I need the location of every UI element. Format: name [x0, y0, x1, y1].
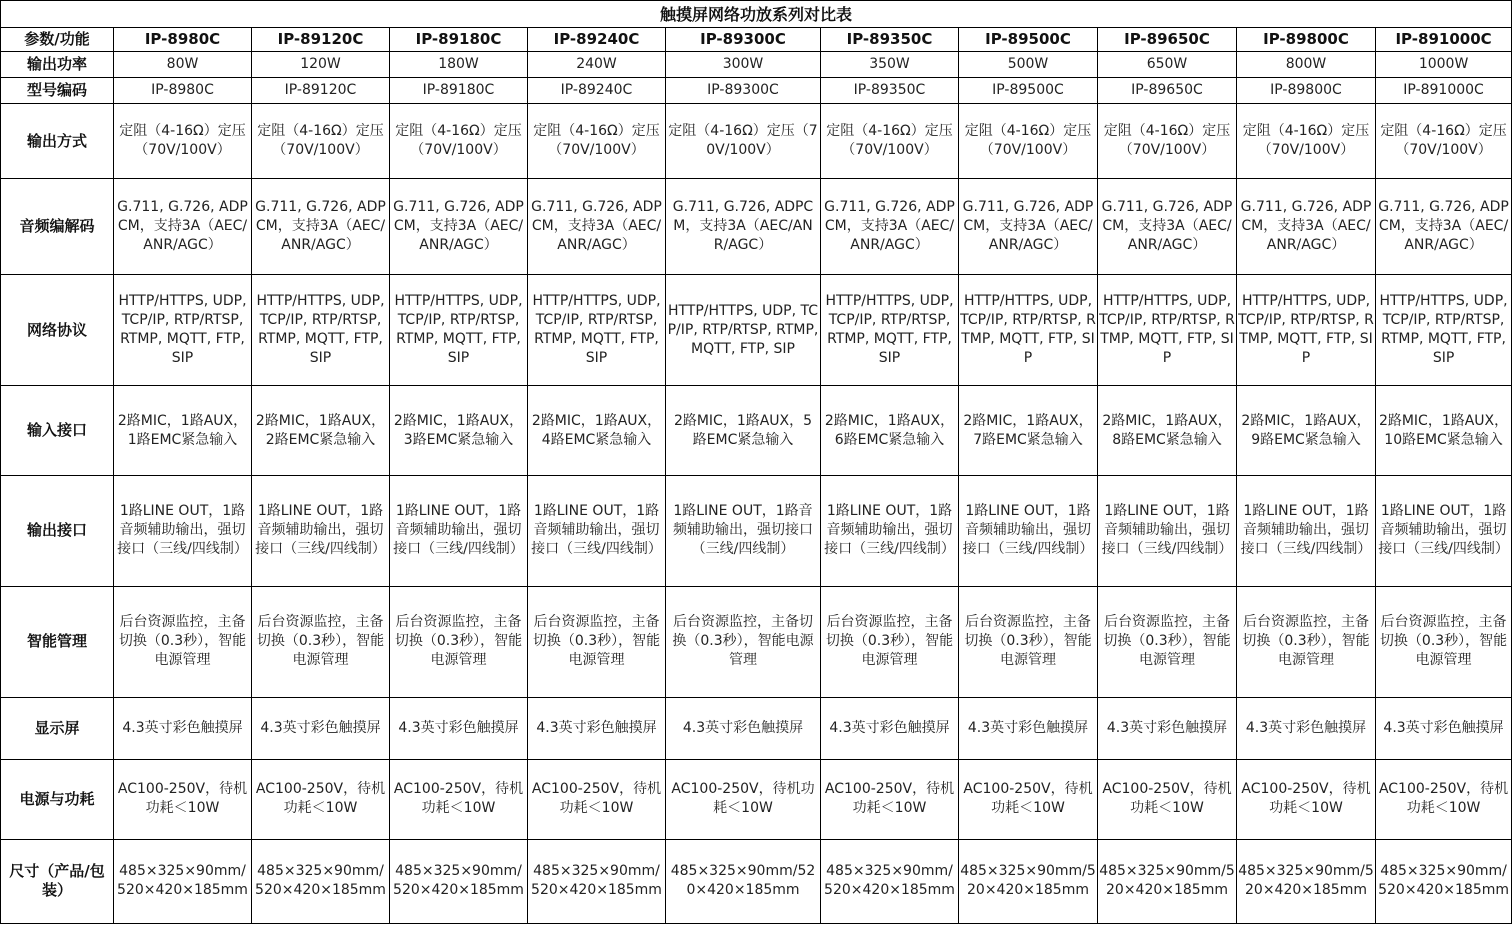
table-cell: 1000W	[1376, 52, 1512, 78]
table-row	[1, 386, 1512, 476]
table-cell: 485×325×90mm/520×420×185mm	[252, 839, 390, 923]
table-cell: 350W	[821, 52, 959, 78]
table-cell: 180W	[390, 52, 528, 78]
table-cell: 定阻（4-16Ω）定压（70V/100V）	[1237, 104, 1376, 179]
table-cell: 2路MIC，1路AUX，2路EMC紧急输入	[252, 386, 390, 476]
table-cell: G.711, G.726, ADPCM，支持3A（AEC/ANR/AGC）	[390, 179, 528, 275]
table-cell: 485×325×90mm/520×420×185mm	[114, 839, 252, 923]
table-cell: IP-89300C	[666, 78, 821, 104]
table-cell: 4.3英寸彩色触摸屏	[390, 697, 528, 759]
table-row	[1, 697, 1512, 759]
table-cell: 2路MIC，1路AUX，10路EMC紧急输入	[1376, 386, 1512, 476]
table-cell: AC100-250V，待机功耗＜10W	[252, 759, 390, 839]
model-header: IP-89500C	[959, 28, 1098, 52]
table-row	[1, 275, 1512, 386]
row-label: 输出方式	[1, 104, 114, 179]
table-cell: 定阻（4-16Ω）定压（70V/100V）	[390, 104, 528, 179]
table-cell: 1路LINE OUT，1路音频辅助输出，强切接口（三线/四线制）	[528, 476, 666, 586]
table-row	[1, 104, 1512, 179]
table-row	[1, 839, 1512, 923]
table-row	[1, 586, 1512, 697]
table-cell: HTTP/HTTPS, UDP, TCP/IP, RTP/RTSP, RTMP, MQTT, FTP, SIP	[528, 275, 666, 386]
table-cell: 4.3英寸彩色触摸屏	[1098, 697, 1237, 759]
table-cell: G.711, G.726, ADPCM，支持3A（AEC/ANR/AGC）	[1098, 179, 1237, 275]
table-cell: HTTP/HTTPS, UDP, TCP/IP, RTP/RTSP, RTMP, MQTT, FTP, SIP	[1237, 275, 1376, 386]
table-cell: 后台资源监控，主备切换（0.3秒），智能电源管理	[1376, 586, 1512, 697]
row-label: 尺寸（产品/包装）	[1, 839, 114, 923]
table-cell: 4.3英寸彩色触摸屏	[959, 697, 1098, 759]
table-cell: 485×325×90mm/520×420×185mm	[666, 839, 821, 923]
table-cell: 2路MIC，1路AUX，4路EMC紧急输入	[528, 386, 666, 476]
table-cell: AC100-250V，待机功耗＜10W	[390, 759, 528, 839]
table-cell: 1路LINE OUT，1路音频辅助输出，强切接口（三线/四线制）	[821, 476, 959, 586]
model-header: IP-89240C	[528, 28, 666, 52]
table-cell: 后台资源监控，主备切换（0.3秒），智能电源管理	[390, 586, 528, 697]
model-header: IP-891000C	[1376, 28, 1512, 52]
table-cell: 485×325×90mm/520×420×185mm	[959, 839, 1098, 923]
table-cell: 1路LINE OUT，1路音频辅助输出，强切接口（三线/四线制）	[1098, 476, 1237, 586]
model-header: IP-89120C	[252, 28, 390, 52]
table-cell: 485×325×90mm/520×420×185mm	[821, 839, 959, 923]
table-cell: IP-8980C	[114, 78, 252, 104]
table-cell: 后台资源监控，主备切换（0.3秒），智能电源管理	[821, 586, 959, 697]
table-cell: 2路MIC，1路AUX，5路EMC紧急输入	[666, 386, 821, 476]
table-cell: 后台资源监控，主备切换（0.3秒），智能电源管理	[114, 586, 252, 697]
table-cell: 定阻（4-16Ω）定压（70V/100V）	[959, 104, 1098, 179]
table-row	[1, 52, 1512, 78]
table-cell: 定阻（4-16Ω）定压（70V/100V）	[1098, 104, 1237, 179]
model-header: IP-8980C	[114, 28, 252, 52]
table-cell: G.711, G.726, ADPCM，支持3A（AEC/ANR/AGC）	[821, 179, 959, 275]
table-cell: G.711, G.726, ADPCM，支持3A（AEC/ANR/AGC）	[528, 179, 666, 275]
table-cell: IP-891000C	[1376, 78, 1512, 104]
table-cell: 500W	[959, 52, 1098, 78]
table-cell: 定阻（4-16Ω）定压（70V/100V）	[666, 104, 821, 179]
table-cell: 485×325×90mm/520×420×185mm	[528, 839, 666, 923]
table-cell: HTTP/HTTPS, UDP, TCP/IP, RTP/RTSP, RTMP, MQTT, FTP, SIP	[114, 275, 252, 386]
table-cell: HTTP/HTTPS, UDP, TCP/IP, RTP/RTSP, RTMP, MQTT, FTP, SIP	[666, 275, 821, 386]
table-cell: 80W	[114, 52, 252, 78]
table-cell: AC100-250V，待机功耗＜10W	[1237, 759, 1376, 839]
row-label: 输出接口	[1, 476, 114, 586]
table-cell: AC100-250V，待机功耗＜10W	[114, 759, 252, 839]
table-cell: HTTP/HTTPS, UDP, TCP/IP, RTP/RTSP, RTMP, MQTT, FTP, SIP	[390, 275, 528, 386]
table-cell: 后台资源监控，主备切换（0.3秒），智能电源管理	[1237, 586, 1376, 697]
table-cell: 4.3英寸彩色触摸屏	[666, 697, 821, 759]
table-cell: IP-89650C	[1098, 78, 1237, 104]
table-cell: G.711, G.726, ADPCM，支持3A（AEC/ANR/AGC）	[114, 179, 252, 275]
table-cell: 650W	[1098, 52, 1237, 78]
table-cell: HTTP/HTTPS, UDP, TCP/IP, RTP/RTSP, RTMP, MQTT, FTP, SIP	[821, 275, 959, 386]
corner-label: 参数/功能	[1, 28, 114, 52]
table-cell: 2路MIC，1路AUX，7路EMC紧急输入	[959, 386, 1098, 476]
table-cell: 1路LINE OUT，1路音频辅助输出，强切接口（三线/四线制）	[666, 476, 821, 586]
table-cell: 后台资源监控，主备切换（0.3秒），智能电源管理	[528, 586, 666, 697]
table-cell: G.711, G.726, ADPCM，支持3A（AEC/ANR/AGC）	[1237, 179, 1376, 275]
table-cell: 1路LINE OUT，1路音频辅助输出，强切接口（三线/四线制）	[114, 476, 252, 586]
row-label: 输出功率	[1, 52, 114, 78]
table-cell: 4.3英寸彩色触摸屏	[1237, 697, 1376, 759]
table-cell: 2路MIC，1路AUX，6路EMC紧急输入	[821, 386, 959, 476]
table-cell: IP-89240C	[528, 78, 666, 104]
table-cell: 485×325×90mm/520×420×185mm	[1237, 839, 1376, 923]
table-cell: G.711, G.726, ADPCM，支持3A（AEC/ANR/AGC）	[959, 179, 1098, 275]
table-cell: 定阻（4-16Ω）定压（70V/100V）	[528, 104, 666, 179]
table-cell: 2路MIC，1路AUX，1路EMC紧急输入	[114, 386, 252, 476]
table-cell: 1路LINE OUT，1路音频辅助输出，强切接口（三线/四线制）	[1237, 476, 1376, 586]
table-cell: 4.3英寸彩色触摸屏	[1376, 697, 1512, 759]
table-cell: 后台资源监控，主备切换（0.3秒），智能电源管理	[666, 586, 821, 697]
table-cell: 定阻（4-16Ω）定压（70V/100V）	[821, 104, 959, 179]
row-label: 电源与功耗	[1, 759, 114, 839]
header-row	[1, 28, 1512, 52]
model-header: IP-89650C	[1098, 28, 1237, 52]
table-cell: 1路LINE OUT，1路音频辅助输出，强切接口（三线/四线制）	[390, 476, 528, 586]
table-cell: 1路LINE OUT，1路音频辅助输出，强切接口（三线/四线制）	[252, 476, 390, 586]
table-cell: 4.3英寸彩色触摸屏	[528, 697, 666, 759]
title-row	[1, 1, 1512, 28]
table-cell: HTTP/HTTPS, UDP, TCP/IP, RTP/RTSP, RTMP, MQTT, FTP, SIP	[252, 275, 390, 386]
table-cell: 后台资源监控，主备切换（0.3秒），智能电源管理	[252, 586, 390, 697]
table-cell: AC100-250V，待机功耗＜10W	[821, 759, 959, 839]
row-label: 网络协议	[1, 275, 114, 386]
table-cell: G.711, G.726, ADPCM，支持3A（AEC/ANR/AGC）	[252, 179, 390, 275]
model-header: IP-89800C	[1237, 28, 1376, 52]
table-cell: 300W	[666, 52, 821, 78]
table-cell: 4.3英寸彩色触摸屏	[114, 697, 252, 759]
table-cell: G.711, G.726, ADPCM，支持3A（AEC/ANR/AGC）	[1376, 179, 1512, 275]
row-label: 型号编码	[1, 78, 114, 104]
table-cell: 4.3英寸彩色触摸屏	[252, 697, 390, 759]
row-label: 智能管理	[1, 586, 114, 697]
table-cell: 800W	[1237, 52, 1376, 78]
table-row	[1, 476, 1512, 586]
table-cell: IP-89350C	[821, 78, 959, 104]
table-cell: 后台资源监控，主备切换（0.3秒），智能电源管理	[1098, 586, 1237, 697]
table-cell: HTTP/HTTPS, UDP, TCP/IP, RTP/RTSP, RTMP, MQTT, FTP, SIP	[959, 275, 1098, 386]
model-header: IP-89180C	[390, 28, 528, 52]
table-cell: AC100-250V，待机功耗＜10W	[666, 759, 821, 839]
table-cell: 定阻（4-16Ω）定压（70V/100V）	[1376, 104, 1512, 179]
row-label: 音频编解码	[1, 179, 114, 275]
table-cell: 后台资源监控，主备切换（0.3秒），智能电源管理	[959, 586, 1098, 697]
table-cell: 240W	[528, 52, 666, 78]
table-title: 触摸屏网络功放系列对比表	[1, 1, 1512, 28]
table-cell: 120W	[252, 52, 390, 78]
table-row	[1, 78, 1512, 104]
model-header: IP-89350C	[821, 28, 959, 52]
table-row	[1, 759, 1512, 839]
table-cell: IP-89120C	[252, 78, 390, 104]
table-cell: 2路MIC，1路AUX，8路EMC紧急输入	[1098, 386, 1237, 476]
table-cell: IP-89500C	[959, 78, 1098, 104]
table-cell: 1路LINE OUT，1路音频辅助输出，强切接口（三线/四线制）	[959, 476, 1098, 586]
table-cell: 定阻（4-16Ω）定压（70V/100V）	[114, 104, 252, 179]
table-cell: HTTP/HTTPS, UDP, TCP/IP, RTP/RTSP, RTMP, MQTT, FTP, SIP	[1098, 275, 1237, 386]
table-cell: AC100-250V，待机功耗＜10W	[1098, 759, 1237, 839]
table-cell: HTTP/HTTPS, UDP, TCP/IP, RTP/RTSP, RTMP, MQTT, FTP, SIP	[1376, 275, 1512, 386]
table-cell: IP-89800C	[1237, 78, 1376, 104]
table-cell: AC100-250V，待机功耗＜10W	[959, 759, 1098, 839]
row-label: 输入接口	[1, 386, 114, 476]
table-cell: AC100-250V，待机功耗＜10W	[1376, 759, 1512, 839]
table-cell: 485×325×90mm/520×420×185mm	[1098, 839, 1237, 923]
row-label: 显示屏	[1, 697, 114, 759]
table-cell: 1路LINE OUT，1路音频辅助输出，强切接口（三线/四线制）	[1376, 476, 1512, 586]
table-cell: 定阻（4-16Ω）定压（70V/100V）	[252, 104, 390, 179]
table-cell: 4.3英寸彩色触摸屏	[821, 697, 959, 759]
table-cell: AC100-250V，待机功耗＜10W	[528, 759, 666, 839]
model-header: IP-89300C	[666, 28, 821, 52]
table-cell: 485×325×90mm/520×420×185mm	[390, 839, 528, 923]
table-cell: 485×325×90mm/520×420×185mm	[1376, 839, 1512, 923]
table-cell: G.711, G.726, ADPCM，支持3A（AEC/ANR/AGC）	[666, 179, 821, 275]
table-cell: IP-89180C	[390, 78, 528, 104]
table-cell: 2路MIC，1路AUX，9路EMC紧急输入	[1237, 386, 1376, 476]
table-row	[1, 179, 1512, 275]
table-cell: 2路MIC，1路AUX，3路EMC紧急输入	[390, 386, 528, 476]
